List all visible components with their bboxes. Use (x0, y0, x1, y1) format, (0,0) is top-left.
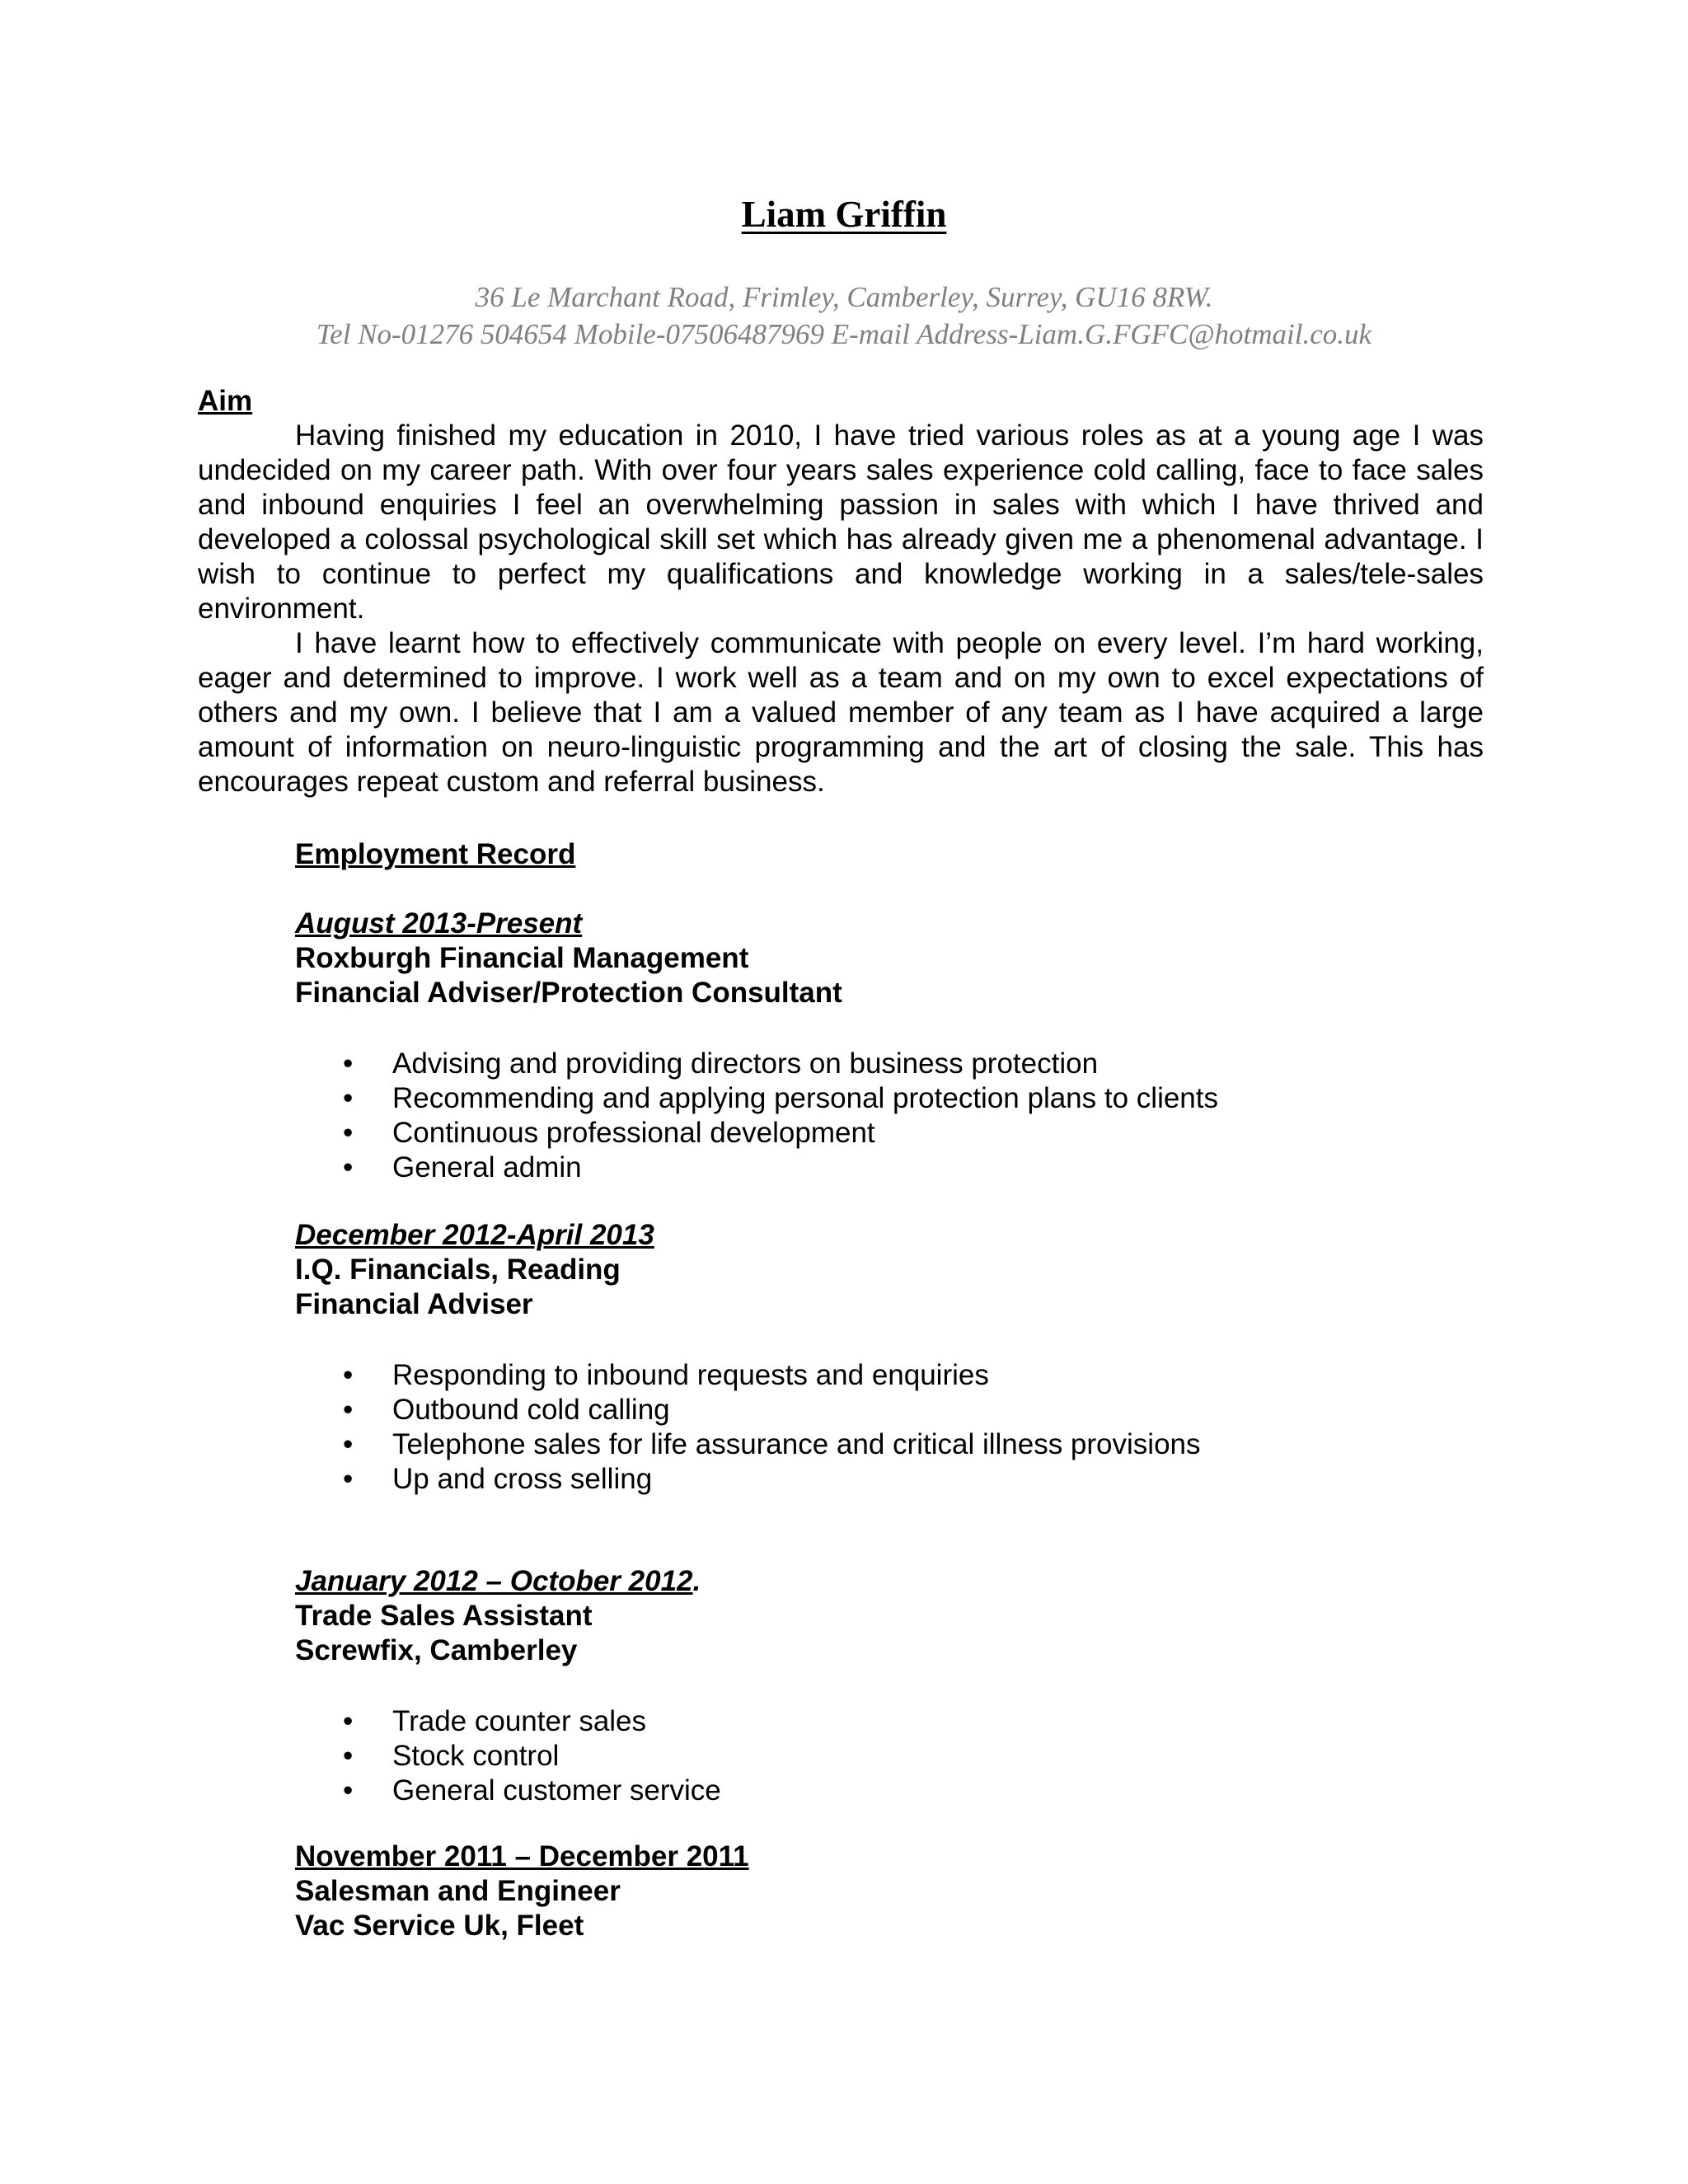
duty-text: General admin (392, 1151, 582, 1183)
bullet-icon: • (343, 1740, 354, 1772)
list-item (295, 1774, 1482, 1808)
bullet-icon: • (343, 1151, 354, 1183)
bullet-icon: • (343, 1047, 354, 1080)
aim-heading: Aim (198, 385, 253, 417)
duty-text: Stock control (392, 1740, 560, 1772)
job-title: Financial Adviser/Protection Consultant (295, 977, 842, 1009)
list-item (295, 1081, 1482, 1116)
job-date: November 2011 – December 2011 (295, 1840, 749, 1872)
job-title: Financial Adviser (295, 1288, 533, 1320)
job-entry (295, 1218, 1482, 1497)
job-company: Screwfix, Camberley (295, 1634, 578, 1666)
duty-text: Telephone sales for life assurance and critical illness provisions (392, 1428, 1201, 1460)
job-entry (295, 1840, 1482, 1943)
bullet-icon: • (343, 1463, 354, 1495)
bullet-icon: • (343, 1428, 354, 1460)
list-item (295, 1462, 1482, 1497)
job-duties-list (295, 1358, 1482, 1497)
list-item (295, 1358, 1482, 1393)
duty-text: Recommending and applying personal protection plans to clients (392, 1082, 1218, 1114)
job-entry (295, 1564, 1482, 1808)
employment-heading: Employment Record (295, 838, 576, 870)
job-duties-list (295, 1704, 1482, 1808)
duty-text: Up and cross selling (392, 1463, 653, 1495)
job-date: December 2012-April 2013 (295, 1219, 654, 1251)
job-company: I.Q. Financials, Reading (295, 1254, 621, 1286)
aim-paragraph-2: I have learnt how to effectively communicate with people on every level. I’m hard working, eager and determined to improve. I work well as a team and on my own to excel expectations of others and my own. I believe that I am a valued member of any team as I have acquired a large amount of information on neuro-linguistic programming and the art of closing the sale. This has encourages repeat custom and referral business. (198, 627, 1484, 798)
list-item (295, 1739, 1482, 1774)
job-duties-list (295, 1047, 1482, 1185)
job-date: January 2012 – October 2012 (295, 1565, 693, 1597)
bullet-icon: • (343, 1082, 354, 1114)
list-item (295, 1427, 1482, 1462)
bullet-icon: • (343, 1394, 354, 1426)
list-item (295, 1047, 1482, 1081)
job-title: Salesman and Engineer (295, 1875, 621, 1907)
duty-text: Trade counter sales (392, 1705, 647, 1737)
job-company: Roxburgh Financial Management (295, 942, 749, 974)
list-item (295, 1393, 1482, 1427)
list-item (295, 1704, 1482, 1739)
job-date-suffix: . (692, 1565, 701, 1597)
duty-text: Responding to inbound requests and enquiries (392, 1359, 989, 1391)
bullet-icon: • (343, 1117, 354, 1149)
duty-text: General customer service (392, 1774, 721, 1807)
aim-section (198, 419, 1484, 799)
candidate-name-text: Liam Griffin (741, 194, 947, 235)
contact-block (0, 279, 1688, 353)
job-date: August 2013-Present (295, 907, 583, 940)
contact-line: Tel No-01276 504654 Mobile-07506487969 E-mail Address-Liam.G.FGFC@hotmail.co.uk (316, 318, 1372, 350)
bullet-icon: • (343, 1705, 354, 1737)
duty-text: Advising and providing directors on business protection (392, 1047, 1099, 1080)
duty-text: Continuous professional development (392, 1117, 875, 1149)
address-line: 36 Le Marchant Road, Frimley, Camberley, Surrey, GU16 8RW. (475, 281, 1213, 313)
aim-paragraph-1: Having finished my education in 2010, I have tried various roles as at a young age I was undecided on my career path. With over four years sales experience cold calling, face to face sales and inbound enquiries I feel an overwhelming passion in sales with which I have thrived and developed a colossal psychological skill set which has already given me a phenomenal advantage. I wish to continue to perfect my qualifications and knowledge working in a sales/tele-sales environment. (198, 419, 1484, 625)
bullet-icon: • (343, 1774, 354, 1807)
job-title: Trade Sales Assistant (295, 1600, 593, 1632)
job-entry (295, 907, 1482, 1185)
list-item (295, 1151, 1482, 1185)
duty-text: Outbound cold calling (392, 1394, 670, 1426)
candidate-name (0, 191, 1688, 237)
list-item (295, 1116, 1482, 1151)
job-company: Vac Service Uk, Fleet (295, 1910, 584, 1942)
bullet-icon: • (343, 1359, 354, 1391)
